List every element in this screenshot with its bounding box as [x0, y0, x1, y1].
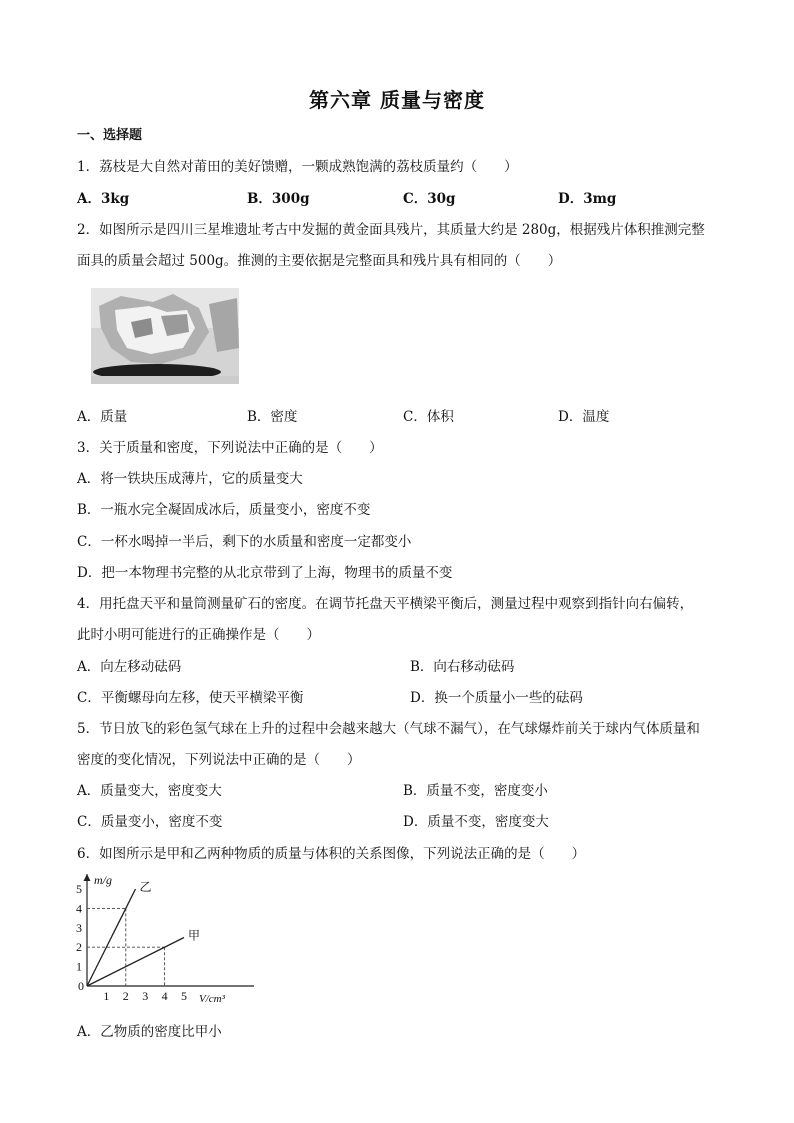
- series-label-1: 甲: [188, 928, 201, 943]
- question-2-line-2: 面具的质量会超过 500g。推测的主要依据是完整面具和残片具有相同的（ ）: [77, 253, 562, 269]
- series-line-1: [87, 938, 184, 987]
- x-tick-label-0: 0: [78, 979, 84, 993]
- q3-option-c: C．一杯水喝掉一半后，剩下的水质量和密度一定都变小: [77, 534, 412, 550]
- y-tick-label-2: 2: [76, 940, 82, 955]
- question-4-line-2: 此时小明可能进行的正确操作是（ ）: [77, 627, 320, 643]
- x-tick-label-1: 1: [103, 989, 110, 1003]
- q4-option-b: B．向右移动砝码: [410, 659, 515, 675]
- question-4-line-1: 4．用托盘天平和量筒测量矿石的密度。在调节托盘天平横梁平衡后，测量过程中观察到指针向右偏转，: [77, 596, 694, 612]
- question-3: 3．关于质量和密度，下列说法中正确的是（ ）: [77, 440, 383, 456]
- golden-mask-photo: [91, 288, 239, 384]
- question-2-line-1: 2．如图所示是四川三星堆遗址考古中发掘的黄金面具残片，其质量大约是 280g，根据残片体积推测完整: [77, 222, 705, 238]
- q3-option-a: A．将一铁块压成薄片，它的质量变大: [77, 471, 303, 487]
- q5-option-b: B．质量不变，密度变小: [403, 783, 548, 799]
- x-tick-label-4: 4: [161, 989, 168, 1003]
- series-label-0: 乙: [139, 880, 152, 894]
- q5-option-a: A．质量变大，密度变大: [77, 783, 222, 799]
- page-title: 第六章 质量与密度: [309, 88, 485, 112]
- question-5-line-1: 5．节日放飞的彩色氢气球在上升的过程中会越来越大（气球不漏气），在气球爆炸前关于球内气体质量和: [77, 721, 700, 737]
- question-1: 1．荔枝是大自然对莆田的美好馈赠，一颗成熟饱满的荔枝质量约（ ）: [77, 159, 518, 175]
- q3-option-d: D．把一本物理书完整的从北京带到了上海，物理书的质量不变: [77, 565, 453, 581]
- mass-volume-graph: [74, 866, 254, 1008]
- x-tick-label-2: 2: [122, 989, 129, 1003]
- x-tick-label-3: 3: [142, 989, 149, 1003]
- section-heading: 一、选择题: [77, 128, 143, 143]
- q2-option-b: B．密度: [247, 409, 298, 425]
- question-6: 6．如图所示是甲和乙两种物质的质量与体积的关系图像，下列说法正确的是（ ）: [77, 846, 586, 862]
- q6-option-a: A．乙物质的密度比甲小: [77, 1024, 222, 1040]
- q4-option-a: A．向左移动砝码: [77, 659, 182, 675]
- q3-option-b: B．一瓶水完全凝固成冰后，质量变小，密度不变: [77, 502, 371, 518]
- y-axis-label: m/g: [94, 873, 112, 887]
- q1-option-a: A．3kg: [77, 191, 130, 207]
- y-tick-label-3: 3: [76, 920, 82, 935]
- q4-option-c: C．平衡螺母向左移，使天平横梁平衡: [77, 690, 304, 706]
- q1-option-d: D．3mg: [558, 191, 617, 207]
- q2-option-a: A．质量: [77, 409, 128, 425]
- q5-option-d: D．质量不变，密度变大: [403, 814, 549, 830]
- q4-option-d: D．换一个质量小一些的砝码: [410, 690, 583, 706]
- y-tick-label-5: 5: [76, 882, 82, 896]
- question-5-line-2: 密度的变化情况，下列说法中正确的是（ ）: [77, 752, 361, 768]
- y-tick-label-1: 1: [76, 959, 82, 974]
- q5-option-c: C．质量变小，密度不变: [77, 814, 223, 830]
- x-tick-label-5: 5: [181, 989, 187, 1003]
- series-line-0: [87, 889, 136, 986]
- x-axis-label: V/cm³: [199, 993, 225, 1005]
- q2-option-c: C．体积: [403, 409, 454, 425]
- q2-option-d: D．温度: [558, 409, 610, 425]
- q1-option-b: B．300g: [247, 191, 310, 207]
- y-tick-label-4: 4: [76, 901, 82, 916]
- q1-option-c: C．30g: [403, 191, 456, 207]
